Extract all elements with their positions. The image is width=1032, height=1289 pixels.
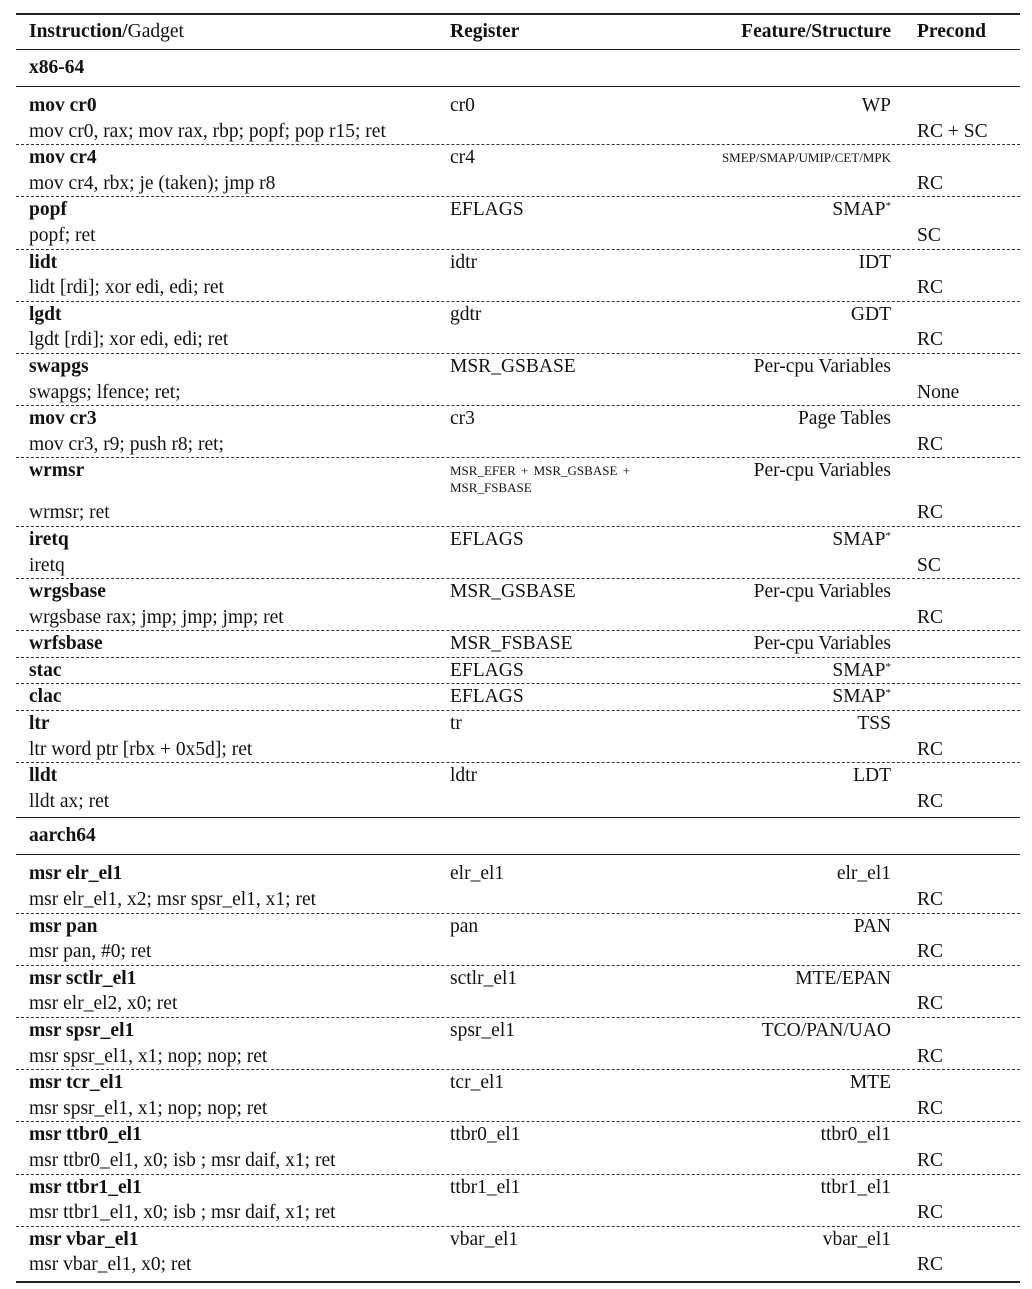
register-value: tr [450, 713, 462, 735]
gadget-text: msr ttbr1_el1, x0; isb ; msr daif, x1; ret [29, 1202, 336, 1224]
asterisk-note: * [885, 660, 891, 673]
gadget-row [16, 223, 1020, 249]
precond-value: None [917, 381, 960, 403]
feature-value: SMAP [832, 686, 886, 708]
gadget-table [16, 13, 1020, 1283]
instruction-name: mov cr3 [29, 408, 97, 430]
register-value: cr4 [450, 147, 475, 169]
gadget-text: wrmsr; ret [29, 502, 110, 524]
feature-value: Per-cpu Variables [753, 581, 891, 603]
precond-value: RC [917, 1149, 944, 1171]
register-value: vbar_el1 [450, 1228, 519, 1250]
instruction-row [16, 1018, 1020, 1044]
register-value: idtr [450, 251, 478, 273]
precond-value: RC [917, 790, 944, 812]
feature-value: SMAP [832, 199, 886, 221]
gadget-row [16, 171, 1020, 197]
instruction-row [16, 1175, 1020, 1201]
gadget-row [16, 380, 1020, 406]
instruction-name: popf [29, 199, 67, 221]
feature-value: LDT [853, 765, 891, 787]
instruction-row [16, 197, 1020, 223]
instruction-row [16, 354, 1020, 380]
instruction-row [16, 1227, 1020, 1253]
gadget-text: iretq [29, 554, 65, 576]
precond-value: RC [917, 433, 944, 455]
instruction-row [16, 914, 1020, 940]
register-value: EFLAGS [450, 199, 524, 221]
register-value: EFLAGS [450, 659, 524, 681]
feature-value: MTE [849, 1072, 891, 1094]
instruction-name: wrmsr [29, 460, 85, 482]
register-value: ttbr1_el1 [450, 1176, 521, 1198]
header-instruction: Instruction/Gadget [29, 21, 184, 42]
instruction-row [16, 763, 1020, 789]
gadget-text: swapgs; lfence; ret; [29, 381, 181, 403]
gadget-text: mov cr3, r9; push r8; ret; [29, 433, 224, 455]
instruction-row [16, 1070, 1020, 1096]
instruction-row [16, 966, 1020, 992]
precond-value: RC [917, 1097, 944, 1119]
instruction-name: msr pan [29, 915, 98, 937]
instruction-name: msr vbar_el1 [29, 1228, 139, 1250]
gadget-text: popf; ret [29, 224, 96, 246]
precond-value: RC [917, 993, 944, 1015]
gadget-row [16, 789, 1020, 815]
gadget-row [16, 887, 1020, 913]
precond-value: RC [917, 941, 944, 963]
feature-value: vbar_el1 [822, 1228, 891, 1250]
instruction-row [16, 631, 1020, 657]
feature-cell [690, 861, 891, 887]
precond-value: RC [917, 1045, 944, 1067]
register-value: EFLAGS [450, 528, 524, 550]
table-header [16, 15, 1020, 49]
instruction-name: swapgs [29, 355, 89, 377]
precond-value: RC + SC [917, 120, 988, 142]
gadget-text: msr ttbr0_el1, x0; isb ; msr daif, x1; ret [29, 1149, 336, 1171]
register-value: EFLAGS [450, 686, 524, 708]
gadget-row [16, 1096, 1020, 1122]
register-value: cr0 [450, 95, 475, 116]
feature-value: TCO/PAN/UAO [761, 1020, 891, 1041]
instruction-name: wrgsbase [29, 581, 106, 603]
feature-value: Page Tables [797, 408, 891, 430]
gadget-text: lldt ax; ret [29, 790, 110, 812]
table-body [16, 50, 1020, 1281]
feature-cell [690, 250, 891, 276]
gadget-row [16, 605, 1020, 631]
feature-cell [690, 93, 891, 119]
register-value: sctlr_el1 [450, 967, 518, 989]
asterisk-note: * [885, 200, 891, 213]
feature-value: ttbr0_el1 [820, 1124, 891, 1146]
feature-cell [690, 684, 891, 710]
gadget-text: lgdt [rdi]; xor edi, edi; ret [29, 329, 229, 351]
instruction-row [16, 406, 1020, 432]
gadget-row [16, 432, 1020, 458]
feature-cell [690, 579, 891, 605]
feature-cell [690, 914, 891, 940]
asterisk-note: * [885, 529, 891, 542]
gadget-row [16, 119, 1020, 145]
instruction-name: stac [29, 659, 62, 681]
feature-value: TSS [857, 713, 891, 735]
register-value: pan [450, 915, 479, 937]
instruction-row [16, 684, 1020, 710]
feature-value: WP [861, 95, 891, 116]
feature-cell [690, 1122, 891, 1148]
precond-value: RC [917, 738, 944, 760]
register-value: ttbr0_el1 [450, 1124, 521, 1146]
instruction-name: msr sctlr_el1 [29, 967, 137, 989]
instruction-name: wrfsbase [29, 633, 103, 655]
gadget-row [16, 1252, 1020, 1278]
instruction-name: msr ttbr0_el1 [29, 1124, 142, 1146]
gadget-row [16, 939, 1020, 965]
register-value: MSR_EFER + MSR_GSBASE + MSR_FSBASE [450, 463, 630, 496]
section-title: x86-64 [29, 57, 85, 78]
register-value: cr3 [450, 408, 475, 430]
feature-cell [690, 1175, 891, 1201]
precond-value: RC [917, 1254, 944, 1276]
gadget-text: msr vbar_el1, x0; ret [29, 1254, 192, 1276]
precond-value: RC [917, 502, 944, 524]
gadget-text: msr spsr_el1, x1; nop; nop; ret [29, 1097, 268, 1119]
gadget-row [16, 737, 1020, 763]
feature-value: elr_el1 [836, 863, 891, 885]
feature-cell [690, 711, 891, 737]
feature-value: GDT [850, 303, 891, 325]
feature-value: PAN [853, 915, 891, 937]
section-title: aarch64 [29, 825, 96, 847]
instruction-name: ltr [29, 713, 50, 735]
precond-value: SC [917, 224, 941, 246]
register-value: elr_el1 [450, 863, 505, 885]
instruction-name: msr spsr_el1 [29, 1020, 135, 1041]
precond-value: SC [917, 554, 941, 576]
section-block [16, 855, 1020, 1281]
instruction-name: iretq [29, 528, 69, 550]
register-value: MSR_GSBASE [450, 355, 576, 377]
gadget-text: lidt [rdi]; xor edi, edi; ret [29, 277, 224, 299]
instruction-row [16, 711, 1020, 737]
register-value: spsr_el1 [450, 1020, 515, 1041]
precond-value: RC [917, 172, 944, 194]
feature-cell [690, 145, 891, 171]
instruction-name: msr elr_el1 [29, 863, 123, 885]
gadget-text: ltr word ptr [rbx + 0x5d]; ret [29, 738, 253, 760]
gadget-text: mov cr0, rax; mov rax, rbp; popf; pop r15; ret [29, 120, 386, 142]
feature-cell [690, 354, 891, 380]
feature-value: SMAP [832, 528, 886, 550]
asterisk-note: * [885, 687, 891, 700]
feature-value: SMAP [832, 659, 886, 681]
instruction-row [16, 458, 1020, 500]
gadget-row [16, 553, 1020, 579]
feature-value: SMEP/SMAP/UMIP/CET/MPK [721, 150, 891, 166]
instruction-row [16, 527, 1020, 553]
instruction-name: msr tcr_el1 [29, 1072, 124, 1094]
feature-cell [690, 527, 891, 553]
precond-value: RC [917, 889, 944, 911]
gadget-row [16, 1148, 1020, 1174]
instruction-name: clac [29, 686, 62, 708]
instruction-row [16, 302, 1020, 328]
instruction-row [16, 1122, 1020, 1148]
instruction-name: lidt [29, 251, 58, 273]
gadget-row [16, 327, 1020, 353]
header-register: Register [450, 21, 520, 42]
instruction-name: msr ttbr1_el1 [29, 1176, 142, 1198]
precond-value: RC [917, 1202, 944, 1224]
feature-cell [690, 406, 891, 432]
instruction-row [16, 658, 1020, 684]
gadget-text: mov cr4, rbx; je (taken); jmp r8 [29, 172, 276, 194]
feature-value: Per-cpu Variables [753, 633, 891, 655]
precond-value: RC [917, 606, 944, 628]
instruction-name: lldt [29, 765, 58, 787]
bottom-rule [16, 1281, 1020, 1283]
section-block [16, 87, 1020, 817]
feature-value: Per-cpu Variables [753, 355, 891, 377]
feature-cell [690, 763, 891, 789]
feature-cell [690, 631, 891, 657]
instruction-name: mov cr4 [29, 147, 97, 169]
header-feature: Feature/Structure [741, 21, 891, 42]
instruction-row [16, 250, 1020, 276]
gadget-text: msr pan, #0; ret [29, 941, 152, 963]
feature-value: ttbr1_el1 [820, 1176, 891, 1198]
feature-cell [690, 966, 891, 992]
gadget-row [16, 1044, 1020, 1070]
gadget-row [16, 1200, 1020, 1226]
instruction-row [16, 93, 1020, 119]
instruction-row [16, 579, 1020, 605]
feature-cell [690, 302, 891, 328]
gadget-text: msr elr_el2, x0; ret [29, 993, 178, 1015]
instruction-row [16, 145, 1020, 171]
instruction-name: mov cr0 [29, 95, 97, 116]
feature-value: MTE/EPAN [795, 967, 891, 989]
register-value: MSR_FSBASE [450, 633, 573, 655]
register-value: ldtr [450, 765, 478, 787]
feature-cell [690, 197, 891, 223]
feature-cell [690, 1070, 891, 1096]
feature-cell [690, 1227, 891, 1253]
instruction-name: lgdt [29, 303, 62, 325]
feature-value: Per-cpu Variables [753, 460, 891, 482]
gadget-text: msr elr_el1, x2; msr spsr_el1, x1; ret [29, 889, 317, 911]
feature-cell [690, 1018, 891, 1044]
gadget-text: wrgsbase rax; jmp; jmp; jmp; ret [29, 606, 284, 628]
register-value: MSR_GSBASE [450, 581, 576, 603]
gadget-row [16, 991, 1020, 1017]
header-precond: Precond [917, 21, 986, 42]
gadget-row [16, 500, 1020, 526]
precond-value: RC [917, 329, 944, 351]
gadget-row [16, 275, 1020, 301]
register-value: tcr_el1 [450, 1072, 505, 1094]
precond-value: RC [917, 277, 944, 299]
instruction-row [16, 861, 1020, 887]
feature-cell [690, 658, 891, 684]
register-value: gdtr [450, 303, 482, 325]
gadget-text: msr spsr_el1, x1; nop; nop; ret [29, 1045, 268, 1067]
feature-cell [690, 458, 891, 484]
feature-value: IDT [858, 251, 891, 273]
